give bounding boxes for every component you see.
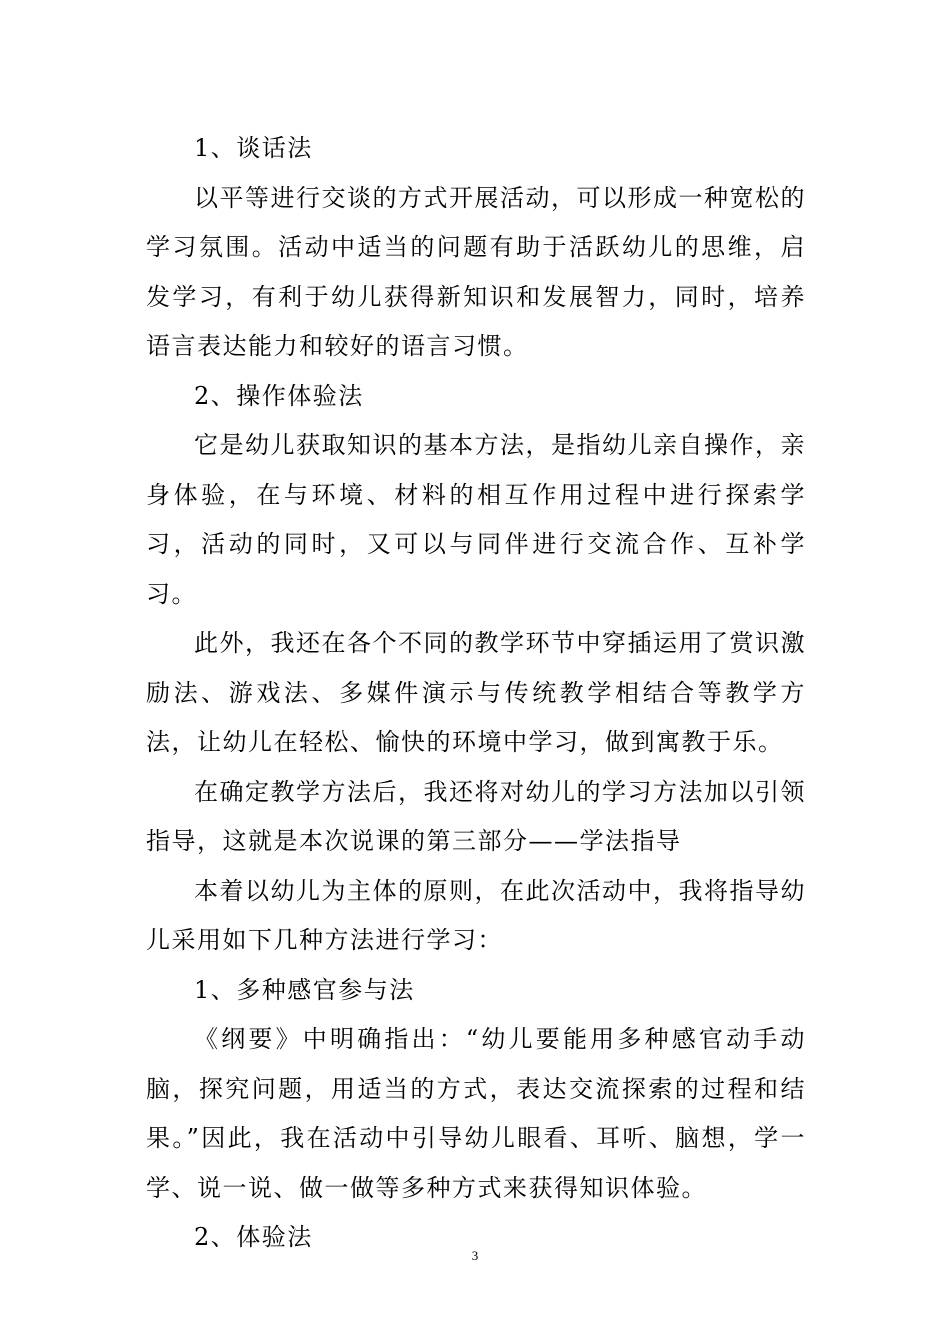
paragraph-learning-guidance-intro: 在确定教学方法后，我还将对幼儿的学习方法加以引领指导，这就是本次说课的第三部分——学法指导 (146, 777, 806, 855)
paragraph-other-methods: 此外，我还在各个不同的教学环节中穿插运用了赏识激励法、游戏法、多媒件演示与传统教学相结合等教学方法，让幼儿在轻松、愉快的环境中学习，做到寓教于乐。 (146, 629, 806, 756)
paragraph-operation-experience: 它是幼儿获取知识的基本方法，是指幼儿亲自操作，亲身体验，在与环境、材料的相互作用过程中进行探索学习，活动的同时，又可以与同伴进行交流合作、互补学习。 (146, 431, 806, 608)
paragraph-multi-sensory: 《纲要》中明确指出：“幼儿要能用多种感官动手动脑，探究问题，用适当的方式，表达交流探索的过程和结果。”因此，我在活动中引导幼儿眼看、耳听、脑想，学一学、说一说、做一做等多种方式来获得知识体验。 (146, 1025, 806, 1202)
paragraph-talk-method: 以平等进行交谈的方式开展活动，可以形成一种宽松的学习氛围。活动中适当的问题有助于活跃幼儿的思维，启发学习，有利于幼儿获得新知识和发展智力，同时，培养语言表达能力和较好的语言习惯。 (146, 183, 806, 360)
document-body (146, 124, 806, 1263)
section-heading-multi-sensory: 1、多种感官参与法 (194, 975, 415, 1004)
page-number: 3 (471, 1248, 479, 1263)
section-heading-talk-method: 1、谈话法 (194, 134, 313, 162)
section-heading-operation-experience: 2、操作体验法 (194, 381, 364, 410)
paragraph-child-centered: 本着以幼儿为主体的原则，在此次活动中，我将指导幼儿采用如下几种方法进行学习： (146, 876, 806, 954)
section-heading-experience-method: 2、体验法 (194, 1223, 313, 1251)
